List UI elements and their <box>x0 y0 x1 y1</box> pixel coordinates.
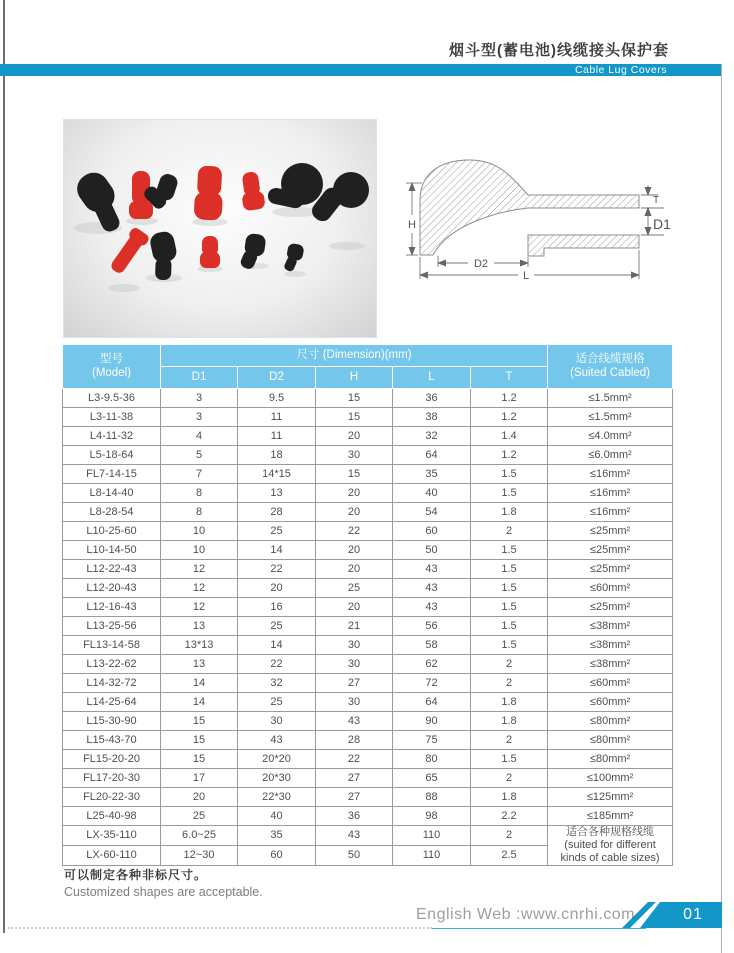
cell-l: 40 <box>393 484 471 503</box>
cell-d2: 30 <box>238 712 316 731</box>
cell-suited: ≤16mm² <box>548 503 673 522</box>
cell-d1: 8 <box>161 484 238 503</box>
cell-h: 27 <box>316 788 393 807</box>
footer-underline <box>432 928 646 929</box>
cell-t: 1.8 <box>471 712 548 731</box>
cell-t: 1.8 <box>471 503 548 522</box>
cell-h: 25 <box>316 579 393 598</box>
cell-model: L4-11-32 <box>63 427 161 446</box>
cell-model: LX-60-110 <box>63 845 161 865</box>
cell-l: 50 <box>393 541 471 560</box>
cell-t: 2.5 <box>471 845 548 865</box>
cell-t: 1.2 <box>471 446 548 465</box>
cell-suited: ≤25mm² <box>548 522 673 541</box>
cell-h: 20 <box>316 560 393 579</box>
header-accent-bar <box>0 64 721 76</box>
table-row <box>63 674 673 693</box>
cell-l: 62 <box>393 655 471 674</box>
cell-l: 43 <box>393 598 471 617</box>
lug-cover-red-angled-tube <box>107 226 151 277</box>
dim-label-d2: D2 <box>473 258 489 270</box>
page-edge-line-left <box>3 0 5 933</box>
cell-h: 36 <box>316 807 393 826</box>
cell-h: 27 <box>316 769 393 788</box>
table-row <box>63 655 673 674</box>
cell-model: FL13-14-58 <box>63 636 161 655</box>
cell-l: 35 <box>393 465 471 484</box>
cell-d1: 6.0~25 <box>161 826 238 846</box>
cell-t: 2 <box>471 522 548 541</box>
header-dimension: 尺寸 (Dimension)(mm) <box>161 345 548 367</box>
cell-d1: 25 <box>161 807 238 826</box>
cell-h: 28 <box>316 731 393 750</box>
cell-model: L15-30-90 <box>63 712 161 731</box>
cell-t: 1.5 <box>471 598 548 617</box>
note-english: Customized shapes are acceptable. <box>64 885 263 899</box>
cell-t: 1.5 <box>471 541 548 560</box>
cell-h: 27 <box>316 674 393 693</box>
cell-d2: 13 <box>238 484 316 503</box>
cell-l: 38 <box>393 408 471 427</box>
cell-d1: 14 <box>161 674 238 693</box>
cell-l: 90 <box>393 712 471 731</box>
cell-t: 1.5 <box>471 579 548 598</box>
page-title-chinese: 烟斗型(蓄电池)线缆接头保护套 <box>449 42 669 59</box>
cell-suited: ≤1.5mm² <box>548 389 673 408</box>
cell-h: 30 <box>316 655 393 674</box>
cell-model: L12-22-43 <box>63 560 161 579</box>
note-block <box>64 866 263 899</box>
cell-suited: ≤16mm² <box>548 484 673 503</box>
product-photo-illustration <box>64 120 376 337</box>
lug-cover-black-round-head-1 <box>266 163 323 210</box>
cell-suited: ≤80mm² <box>548 731 673 750</box>
cell-l: 80 <box>393 750 471 769</box>
cell-model: L8-28-54 <box>63 503 161 522</box>
table-row <box>63 446 673 465</box>
cell-t: 2 <box>471 826 548 846</box>
cell-d1: 4 <box>161 427 238 446</box>
cell-d2: 35 <box>238 826 316 846</box>
cell-d2: 22 <box>238 560 316 579</box>
cell-suited: ≤60mm² <box>548 693 673 712</box>
cell-h: 50 <box>316 845 393 865</box>
cell-l: 98 <box>393 807 471 826</box>
table-row <box>63 693 673 712</box>
cell-t: 1.2 <box>471 408 548 427</box>
cell-model: L14-25-64 <box>63 693 161 712</box>
cell-l: 54 <box>393 503 471 522</box>
cell-t: 2.2 <box>471 807 548 826</box>
table-row <box>63 807 673 826</box>
table-row <box>63 579 673 598</box>
cell-t: 2 <box>471 655 548 674</box>
cell-d2: 11 <box>238 427 316 446</box>
note-chinese: 可以制定各种非标尺寸。 <box>64 868 208 882</box>
cell-model: FL15-20-20 <box>63 750 161 769</box>
cell-t: 2 <box>471 769 548 788</box>
cell-d1: 12 <box>161 560 238 579</box>
header-col-d1: D1 <box>161 367 238 389</box>
cell-model: L12-20-43 <box>63 579 161 598</box>
cell-l: 110 <box>393 826 471 846</box>
cell-d1: 15 <box>161 731 238 750</box>
cell-h: 30 <box>316 693 393 712</box>
table-row <box>63 598 673 617</box>
table-row <box>63 769 673 788</box>
cell-model: FL17-20-30 <box>63 769 161 788</box>
cell-model: L13-25-56 <box>63 617 161 636</box>
table-row <box>63 408 673 427</box>
cell-d1: 13 <box>161 655 238 674</box>
table-row <box>63 503 673 522</box>
cell-h: 20 <box>316 484 393 503</box>
cell-d1: 12~30 <box>161 845 238 865</box>
cell-h: 20 <box>316 598 393 617</box>
cell-model: L5-18-64 <box>63 446 161 465</box>
cell-h: 20 <box>316 541 393 560</box>
cell-d2: 14 <box>238 636 316 655</box>
cell-d1: 5 <box>161 446 238 465</box>
cell-t: 1.5 <box>471 636 548 655</box>
header-suited: 适合线缆规格 (Suited Cabled) <box>548 345 673 389</box>
cell-d2: 9.5 <box>238 389 316 408</box>
header-model: 型号 (Model) <box>63 345 161 389</box>
cell-suited: ≤60mm² <box>548 674 673 693</box>
cell-suited: ≤38mm² <box>548 617 673 636</box>
cell-l: 36 <box>393 389 471 408</box>
table-row <box>63 484 673 503</box>
cell-d2: 25 <box>238 522 316 541</box>
cell-model: L8-14-40 <box>63 484 161 503</box>
cell-suited: ≤185mm² <box>548 807 673 826</box>
cell-h: 20 <box>316 427 393 446</box>
cell-model: FL20-22-30 <box>63 788 161 807</box>
table-row <box>63 541 673 560</box>
cell-model: L10-14-50 <box>63 541 161 560</box>
cell-d1: 20 <box>161 788 238 807</box>
cell-suited: ≤6.0mm² <box>548 446 673 465</box>
spec-table-body <box>63 389 673 866</box>
cell-h: 30 <box>316 446 393 465</box>
cell-suited: ≤4.0mm² <box>548 427 673 446</box>
cell-model: LX-35-110 <box>63 826 161 846</box>
page-number: 01 <box>683 906 703 923</box>
cell-t: 1.8 <box>471 693 548 712</box>
cell-h: 22 <box>316 750 393 769</box>
cell-suited: ≤38mm² <box>548 655 673 674</box>
table-row <box>63 522 673 541</box>
table-row <box>63 750 673 769</box>
table-row <box>63 427 673 446</box>
cell-h: 15 <box>316 389 393 408</box>
cell-d2: 25 <box>238 617 316 636</box>
dim-label-t: T <box>653 195 660 206</box>
lug-cover-black-tiny-elbow <box>283 243 305 274</box>
cell-h: 43 <box>316 712 393 731</box>
cell-d1: 10 <box>161 522 238 541</box>
cross-section-lower <box>528 235 639 256</box>
cell-d1: 13 <box>161 617 238 636</box>
cell-suited: ≤125mm² <box>548 788 673 807</box>
header-col-h: H <box>316 367 393 389</box>
cell-l: 88 <box>393 788 471 807</box>
lug-cover-red-small-2 <box>200 236 220 268</box>
cell-h: 21 <box>316 617 393 636</box>
cell-d1: 7 <box>161 465 238 484</box>
cell-suited: ≤80mm² <box>548 750 673 769</box>
cell-d2: 40 <box>238 807 316 826</box>
cell-d2: 22 <box>238 655 316 674</box>
cell-model: L15-43-70 <box>63 731 161 750</box>
cell-model: L14-32-72 <box>63 674 161 693</box>
cell-l: 32 <box>393 427 471 446</box>
cell-l: 64 <box>393 446 471 465</box>
cell-l: 64 <box>393 693 471 712</box>
cell-suited: ≤1.5mm² <box>548 408 673 427</box>
page-edge-line-right <box>721 64 722 953</box>
header-col-t: T <box>471 367 548 389</box>
cell-l: 60 <box>393 522 471 541</box>
cell-l: 65 <box>393 769 471 788</box>
cell-suited: ≤25mm² <box>548 560 673 579</box>
cell-h: 43 <box>316 826 393 846</box>
cell-model: L10-25-60 <box>63 522 161 541</box>
cell-l: 110 <box>393 845 471 865</box>
cell-t: 1.8 <box>471 788 548 807</box>
cell-suited: ≤38mm² <box>548 636 673 655</box>
cell-model: L12-16-43 <box>63 598 161 617</box>
cell-t: 2 <box>471 731 548 750</box>
cell-h: 20 <box>316 503 393 522</box>
cell-model: L3-9.5-36 <box>63 389 161 408</box>
cell-h: 22 <box>316 522 393 541</box>
footer-dotted-line <box>8 927 432 929</box>
cell-t: 1.4 <box>471 427 548 446</box>
cell-d2: 60 <box>238 845 316 865</box>
cell-suited-merged: 适合各种规格线缆 (suited for different kinds of cable sizes) <box>548 826 673 866</box>
cell-suited: ≤100mm² <box>548 769 673 788</box>
cell-d2: 43 <box>238 731 316 750</box>
cell-d1: 17 <box>161 769 238 788</box>
cell-t: 1.5 <box>471 465 548 484</box>
table-row <box>63 389 673 408</box>
cell-t: 1.5 <box>471 750 548 769</box>
page-title-english: Cable Lug Covers <box>574 64 667 76</box>
cell-t: 1.5 <box>471 484 548 503</box>
cell-d2: 11 <box>238 408 316 427</box>
cell-d2: 18 <box>238 446 316 465</box>
cell-d2: 16 <box>238 598 316 617</box>
cell-d2: 20 <box>238 579 316 598</box>
cell-d2: 32 <box>238 674 316 693</box>
lug-cover-red-big-straight <box>194 165 225 220</box>
dim-label-l: L <box>522 270 530 282</box>
cell-h: 15 <box>316 408 393 427</box>
table-row <box>63 712 673 731</box>
cell-d2: 25 <box>238 693 316 712</box>
cell-t: 2 <box>471 674 548 693</box>
cell-d1: 12 <box>161 598 238 617</box>
dimension-diagram <box>398 143 683 311</box>
spec-table <box>62 344 673 866</box>
cell-d1: 15 <box>161 750 238 769</box>
dim-label-h: H <box>408 219 416 231</box>
cell-d2: 20*30 <box>238 769 316 788</box>
cell-d2: 14*15 <box>238 465 316 484</box>
product-photo <box>63 119 377 338</box>
cell-l: 56 <box>393 617 471 636</box>
cell-d2: 22*30 <box>238 788 316 807</box>
cell-suited: ≤25mm² <box>548 541 673 560</box>
header-col-d2: D2 <box>238 367 316 389</box>
cell-h: 15 <box>316 465 393 484</box>
cell-suited: ≤80mm² <box>548 712 673 731</box>
cell-l: 75 <box>393 731 471 750</box>
cell-model: L25-40-98 <box>63 807 161 826</box>
cell-d2: 20*20 <box>238 750 316 769</box>
table-row <box>63 560 673 579</box>
cell-d1: 13*13 <box>161 636 238 655</box>
cell-d1: 3 <box>161 408 238 427</box>
cell-d1: 15 <box>161 712 238 731</box>
cell-d2: 14 <box>238 541 316 560</box>
cell-model: L13-22-62 <box>63 655 161 674</box>
table-row <box>63 788 673 807</box>
dim-label-d1: D1 <box>653 216 671 232</box>
cell-t: 1.5 <box>471 617 548 636</box>
cell-suited: ≤16mm² <box>548 465 673 484</box>
spec-table-header <box>63 345 673 389</box>
cell-model: FL7-14-15 <box>63 465 161 484</box>
table-row <box>63 826 673 846</box>
cell-t: 1.2 <box>471 389 548 408</box>
table-row <box>63 617 673 636</box>
cell-suited: ≤60mm² <box>548 579 673 598</box>
cell-l: 58 <box>393 636 471 655</box>
cell-model: L3-11-38 <box>63 408 161 427</box>
table-row <box>63 465 673 484</box>
table-row <box>63 731 673 750</box>
cell-suited: ≤25mm² <box>548 598 673 617</box>
cell-l: 43 <box>393 579 471 598</box>
cell-d1: 14 <box>161 693 238 712</box>
cell-d1: 12 <box>161 579 238 598</box>
cell-t: 1.5 <box>471 560 548 579</box>
cell-d1: 8 <box>161 503 238 522</box>
footer-website-text: English Web :www.cnrhi.com <box>416 906 635 923</box>
cell-d1: 3 <box>161 389 238 408</box>
lug-cover-red-small-1 <box>239 171 266 212</box>
cell-d2: 28 <box>238 503 316 522</box>
cell-l: 43 <box>393 560 471 579</box>
header-col-l: L <box>393 367 471 389</box>
cell-d1: 10 <box>161 541 238 560</box>
table-row <box>63 636 673 655</box>
cell-l: 72 <box>393 674 471 693</box>
cell-h: 30 <box>316 636 393 655</box>
